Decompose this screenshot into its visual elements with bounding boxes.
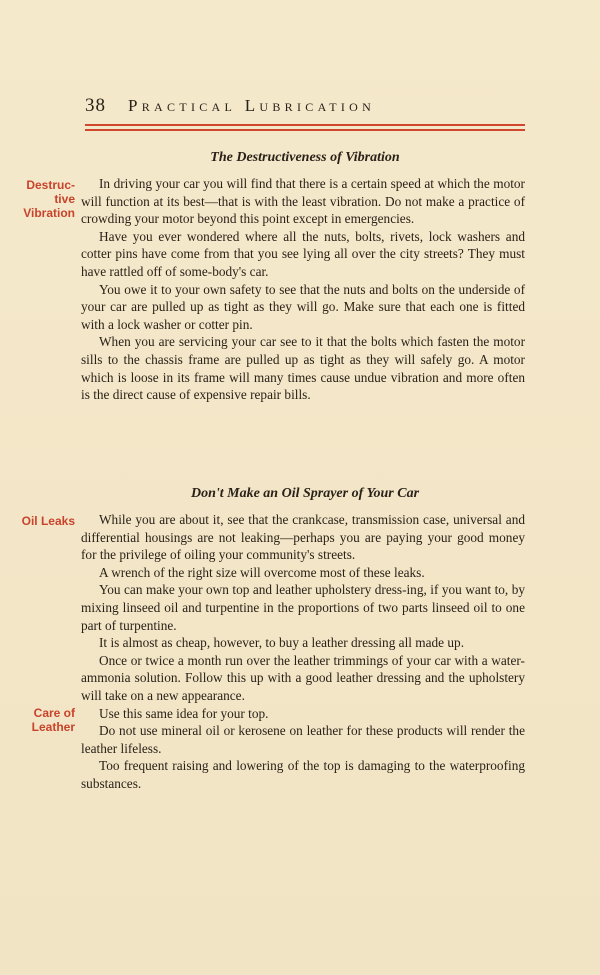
paragraph: It is almost as cheap, however, to buy a leather dressing all made up. — [99, 635, 465, 651]
page-header — [85, 95, 525, 119]
margin-note-line: Oil Leaks — [21, 514, 75, 528]
paragraph: A wrench of the right size will overcome most of these leaks. — [99, 564, 425, 580]
paragraph: In driving your car you will find that there is a certain speed at which the motor will function at its best—that is with the least vibration. Do not make a practice of crowding your motor beyond this point except in emergencies. — [81, 176, 525, 227]
margin-note-line: Destruc- — [26, 178, 75, 192]
margin-note-line: tive — [54, 192, 75, 206]
section-title-oil-sprayer: Don't Make an Oil Sprayer of Your Car — [190, 486, 420, 501]
running-title: Practical Lubrication — [128, 96, 376, 115]
paragraph: When you are servicing your car see to it that the bolts which fasten the motor sills to the chassis frame are pulled up as tight as they will safely go. A motor which is loose in its frame will many times cause undue vibration and more often is the direct cause of expensive repair bills. — [81, 334, 525, 403]
margin-note-vibration — [5, 178, 75, 220]
section-body-vibration — [81, 175, 525, 404]
paragraph: You owe it to your own safety to see that the nuts and bolts on the underside of your car are pulled up as tight as they will go. Make sure that each one is fitted with a lock washer or cotter pin. — [81, 281, 525, 332]
header-rule-top — [85, 124, 525, 126]
paragraph: While you are about it, see that the crankcase, transmission case, universal and differential housings are not leaking—perhaps you are paying your good money for the privilege of oiling your community's streets. — [81, 512, 525, 563]
paragraph: Once or twice a month run over the leather trimmings of your car with a water-ammonia solution. Follow this up with a good leather dressing and the upholstery will take on a new appearance. — [81, 652, 525, 703]
header-rule-bottom — [85, 129, 525, 131]
section-body-oil-sprayer — [81, 511, 525, 793]
margin-note-oil-leaks — [5, 514, 75, 528]
margin-note-line: Care of — [33, 706, 75, 720]
paragraph: Too frequent raising and lowering of the top is damaging to the waterproofing substances. — [81, 758, 525, 791]
paragraph: Have you ever wondered where all the nuts, bolts, rivets, lock washers and cotter pins have come from that you see lying all over the city streets? They must have rattled off of some-body's car. — [81, 228, 525, 279]
margin-note-line: Leather — [31, 720, 75, 734]
paragraph: Use this same idea for your top. — [99, 705, 269, 721]
paragraph: You can make your own top and leather upholstery dress-ing, if you want to, by mixing linseed oil and turpentine in the proportions of two parts linseed oil to one part of turpentine. — [81, 582, 525, 633]
paragraph: Do not use mineral oil or kerosene on leather for these products will render the leather lifeless. — [81, 723, 525, 756]
margin-note-line: Vibration — [23, 206, 75, 220]
page-number: 38 — [85, 95, 106, 116]
margin-note-care-of-leather — [5, 706, 75, 734]
section-title-vibration: The Destructiveness of Vibration — [210, 150, 400, 165]
